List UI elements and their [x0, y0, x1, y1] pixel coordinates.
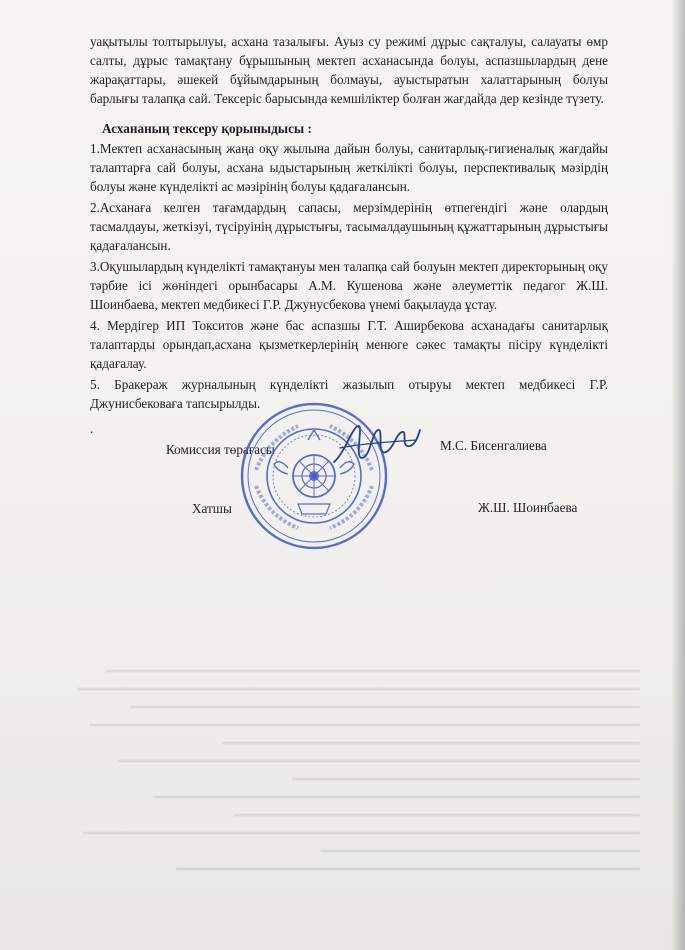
intro-paragraph: уақытылы толтырылуы, асхана тазалығы. Ауыз су режимі дұрыс сақталуы, салауаты өмр салты, дұрыс тамақтану бұрышының мектеп асханасында болуы, аспазшылардың дене жарақаттары, әшекей бұйымдарының болмауы, ауыстыратын халаттарының болуы барлығы талапқа сай. Тексеріс барысында кемшіліктер болған жағдайда дер кезінде түзету. — [90, 34, 608, 106]
list-item-1: 1.Мектеп асханасының жаңа оқу жылына дайын болуы, санитарлық-гигиеналық жағдайы талаптарға сай болуы, асхана ыдыстарының жеткілікті болуы, перспективалық мәзірдің болуы және күнделікті ас мәзірінің болуы қадағалансын. — [90, 141, 608, 194]
page-edge-shadow — [671, 0, 685, 950]
document-body — [90, 32, 608, 438]
secretary-name: Ж.Ш. Шоинбаева — [478, 500, 578, 515]
handwritten-signature — [330, 418, 422, 470]
chair-name: М.С. Бисенгалиева — [440, 438, 547, 453]
secretary-title: Хатшы — [192, 501, 232, 516]
list-item-3: 3.Оқушылардың күнделікті тамақтануы мен талапқа сай болуын мектеп директорының оқу тәрбие ісі жөніндегі орынбасары А.М. Кушенова және әлеуметтік педагог Ж.Ш. Шоинбаева, мектеп медбикесі Г.Р. Джунусбекова үнемі бақылауда ұстау. — [90, 259, 608, 312]
chair-title: Комиссия төрағасы — [166, 442, 275, 457]
section-heading: Асхананың тексеру қорыныдысы : — [102, 121, 312, 136]
stray-dot: . — [90, 421, 94, 436]
list-item-4: 4. Мердігер ИП Токситов және бас аспазшы Г.Т. Аширбекова асханадағы санитарлық талаптарды орындап,асхана қызметкерлерінің менюге сәкес тамақты пісіру күнделікті қадағалау. — [90, 318, 608, 371]
bleed-through-text — [60, 670, 640, 910]
list-item-5: 5. Бракераж журналының күнделікті жазылып отыруы мектеп медбикесі Г.Р. Джунисбековаға тапсырылды. — [90, 377, 608, 411]
list-item-2: 2.Асханаға келген тағамдардың сапасы, мерзімдерінің өтпегендігі және олардың тасмалдауы, жеткізуі, түсіруінің дұрыстығы, тасымалдаушының құжаттарының дұрыстығы қадағалансын. — [90, 200, 608, 253]
